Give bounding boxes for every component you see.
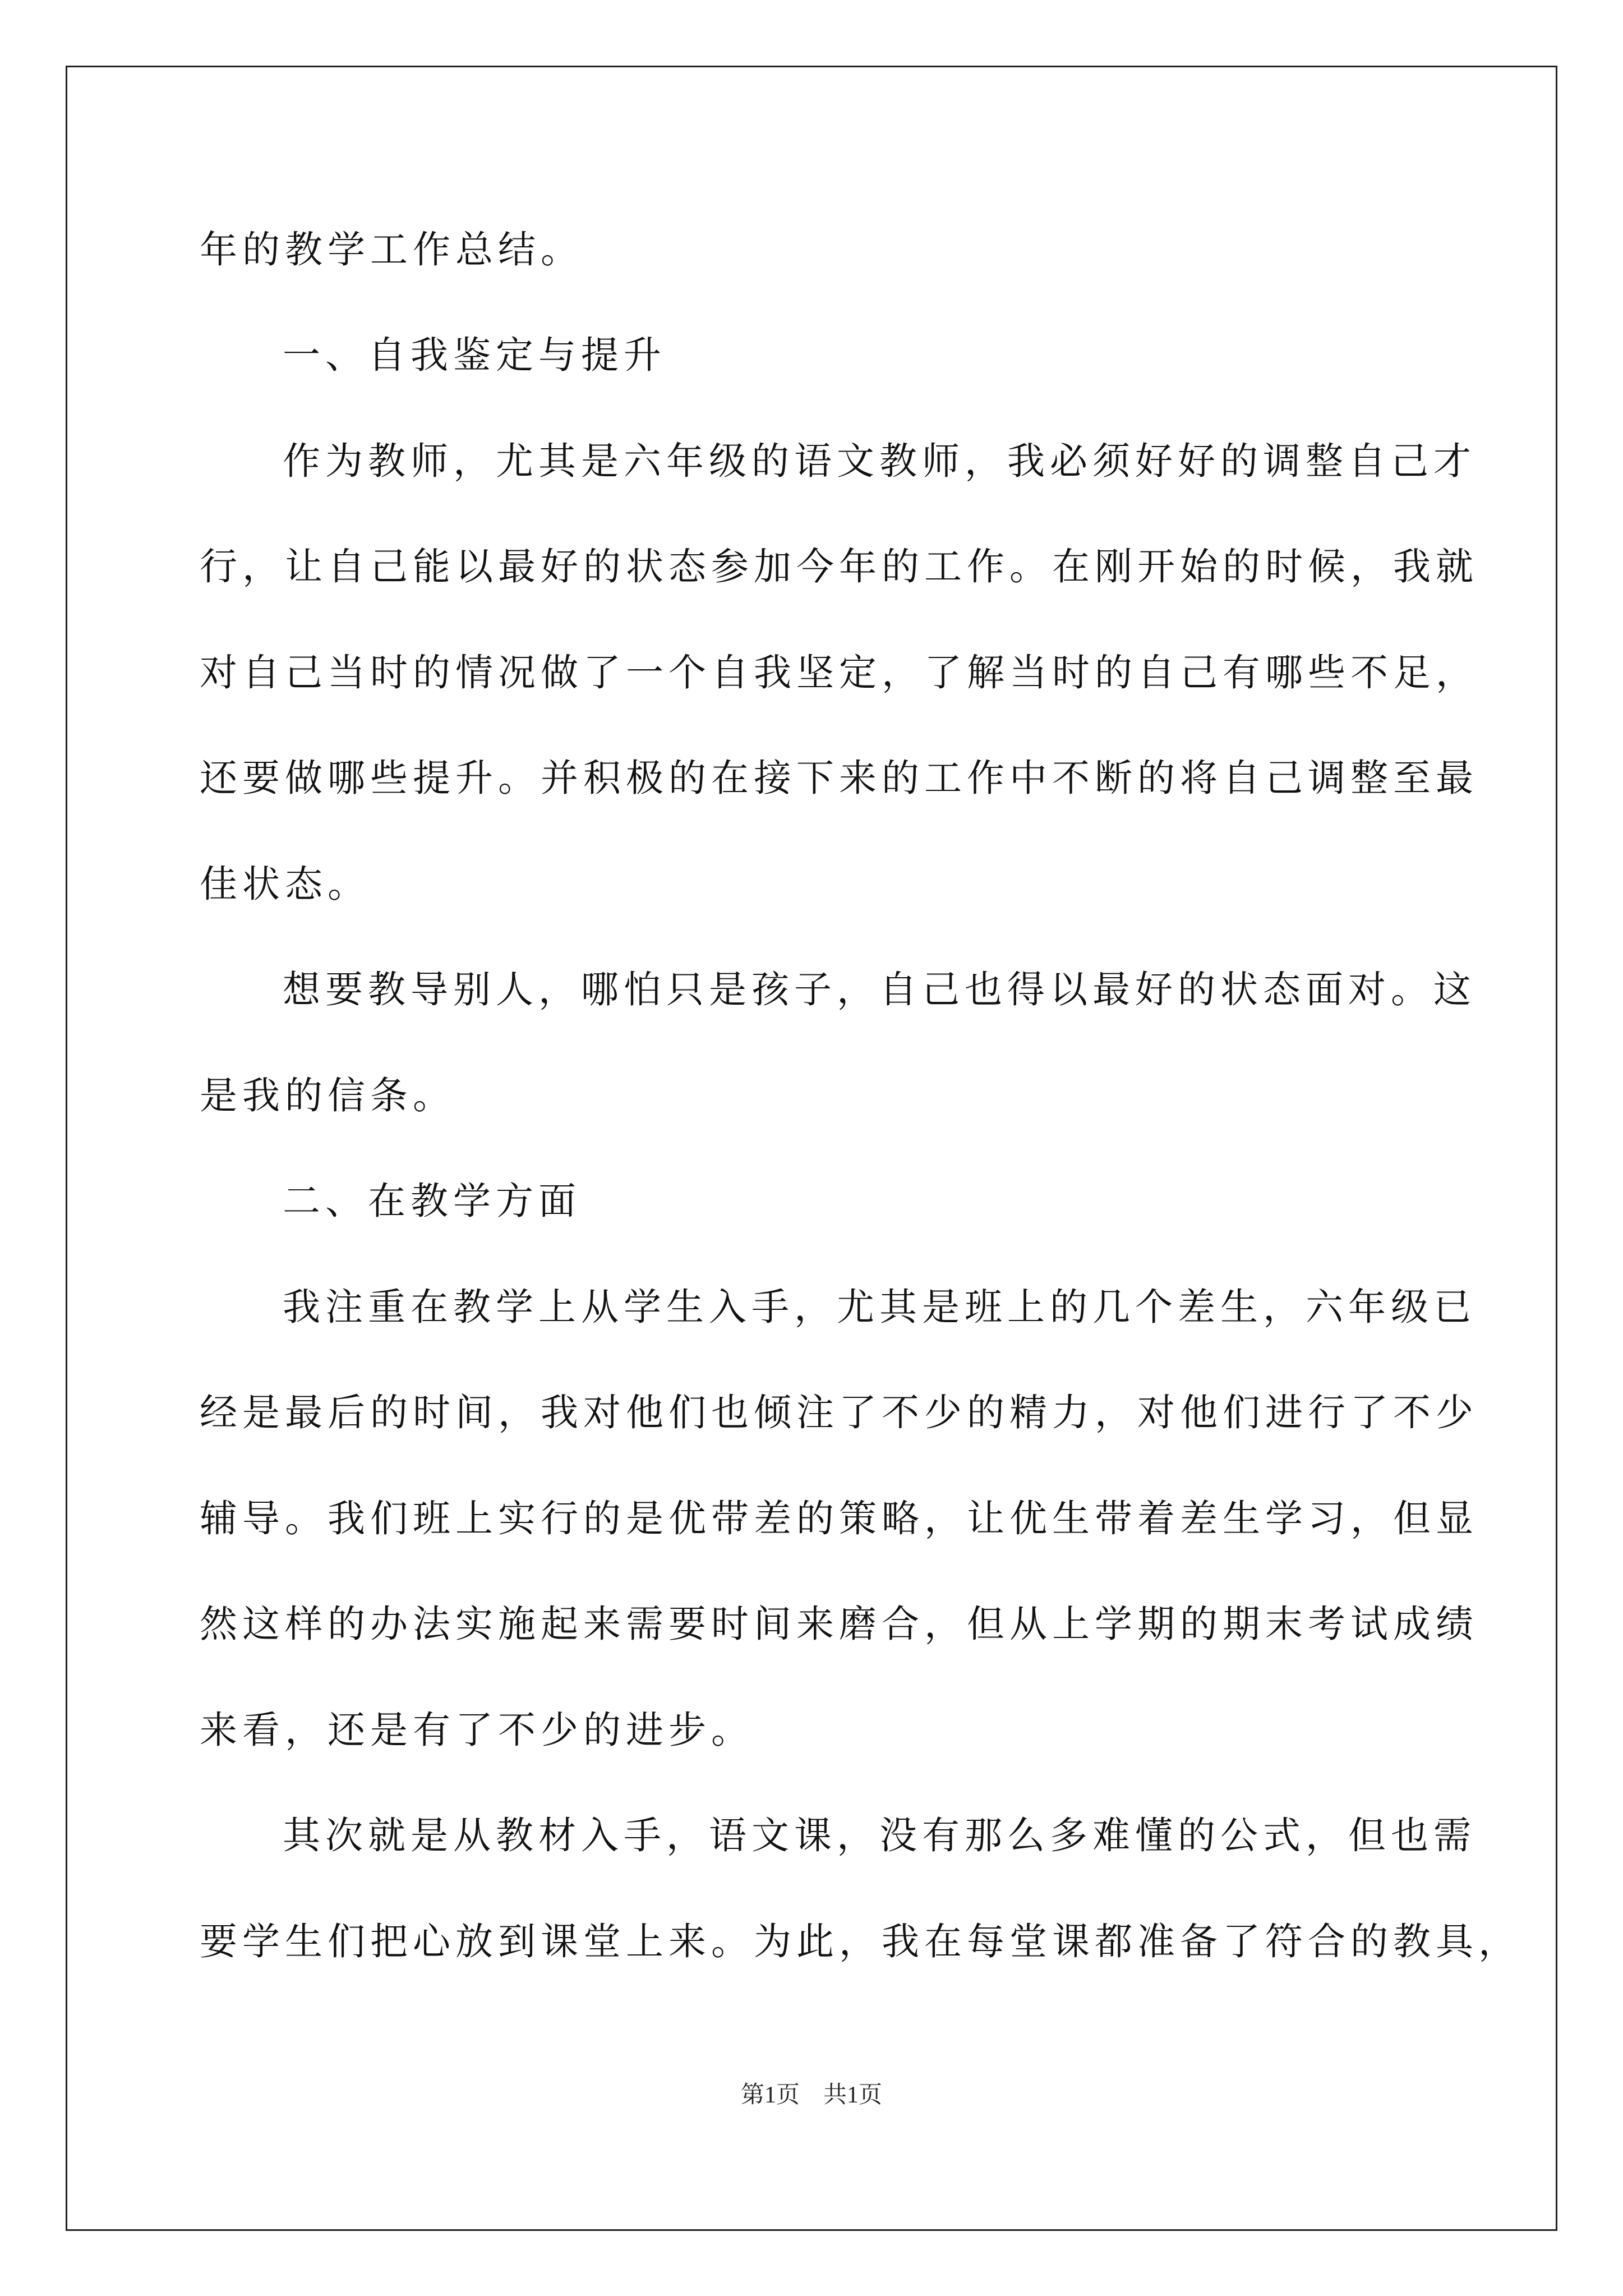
text-line: 我注重在教学上从学生入手，尤其是班上的几个差生，六年级已: [283, 1285, 1476, 1329]
text-line: 年的教学工作总结。: [200, 228, 583, 272]
section-heading: 二、在教学方面: [283, 1179, 581, 1223]
text-line: 辅导。我们班上实行的是优带差的策略，让优生带着差生学习，但显: [200, 1497, 1478, 1540]
text-line: 还要做哪些提升。并积极的在接下来的工作中不断的将自己调整至最: [200, 756, 1478, 800]
section-heading: 一、自我鉴定与提升: [283, 333, 666, 377]
text-line: 想要教导别人，哪怕只是孩子，自己也得以最好的状态面对。这: [283, 968, 1476, 1011]
text-line: 佳状态。: [200, 862, 370, 906]
page-border: [66, 66, 1557, 2231]
text-line: 对自己当时的情况做了一个自我坚定，了解当时的自己有哪些不足，: [200, 651, 1478, 694]
page-footer: 第1页 共1页: [740, 2082, 882, 2108]
text-line: 行，让自己能以最好的状态参加今年的工作。在刚开始的时候，我就: [200, 545, 1478, 588]
text-line: 经是最后的时间，我对他们也倾注了不少的精力，对他们进行了不少: [200, 1391, 1478, 1434]
text-line: 作为教师，尤其是六年级的语文教师，我必须好好的调整自己才: [283, 439, 1476, 483]
text-line: 是我的信条。: [200, 1074, 455, 1117]
text-line: 然这样的办法实施起来需要时间来磨合，但从上学期的期末考试成绩: [200, 1602, 1478, 1646]
text-line: 其次就是从教材入手，语文课，没有那么多难懂的公式，但也需: [283, 1814, 1476, 1857]
text-line: 要学生们把心放到课堂上来。为此，我在每堂课都准备了符合的教具，: [200, 1920, 1521, 1963]
text-line: 来看，还是有了不少的进步。: [200, 1708, 754, 1752]
